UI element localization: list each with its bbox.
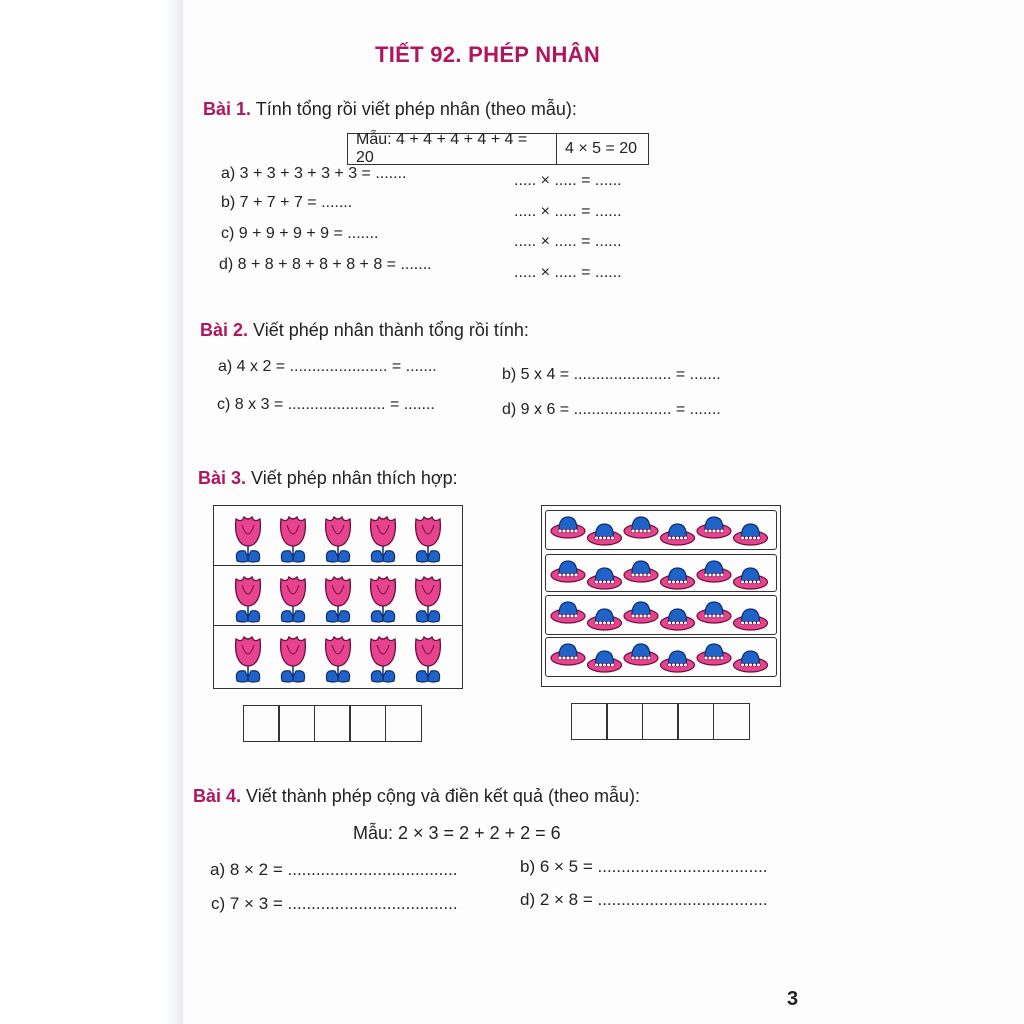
hat-answer-boxes[interactable] — [572, 703, 750, 740]
hat-icon — [624, 517, 658, 538]
bai1-label: Bài 1. — [203, 99, 252, 119]
bai1-row-a-right: ..... × ..... = ...... — [514, 172, 622, 189]
tulip-icon — [416, 517, 441, 562]
tulip-icon — [416, 637, 441, 682]
answer-box[interactable] — [642, 703, 679, 740]
tulip-icon — [236, 517, 261, 562]
bai1-row-c-right: ..... × ..... = ...... — [514, 233, 622, 250]
answer-box[interactable] — [349, 705, 386, 742]
bai4-item-c: c) 7 × 3 = .................................... — [211, 894, 458, 913]
bai1-example-box — [347, 133, 649, 165]
bai2-item-d: d) 9 x 6 = ...................... = ....... — [502, 401, 721, 418]
bai4-text: Viết thành phép cộng và điền kết quả (theo mẫu): — [246, 786, 640, 806]
hat-icon — [661, 568, 695, 589]
hat-picture — [541, 505, 781, 687]
bai4-item-b: b) 6 × 5 = .................................... — [520, 857, 768, 876]
bai4-example: Mẫu: 2 × 3 = 2 + 2 + 2 = 6 — [353, 823, 561, 843]
hat-icon — [661, 609, 695, 630]
bai1-example-right: 4 × 5 = 20 — [565, 140, 638, 157]
bai2-item-b: b) 5 x 4 = ...................... = ....... — [502, 366, 721, 383]
bai1-row-a-left: a) 3 + 3 + 3 + 3 + 3 = ....... — [221, 165, 407, 182]
bai4-item-a: a) 8 × 2 = .................................... — [210, 860, 458, 879]
hat-icon — [551, 644, 585, 665]
tulip-icon — [236, 637, 261, 682]
bai4-heading — [193, 786, 640, 807]
tulip-icon — [281, 517, 306, 562]
hat-icon — [588, 568, 622, 589]
hat-icon — [551, 602, 585, 623]
bai3-label: Bài 3. — [198, 468, 247, 488]
answer-box[interactable] — [314, 705, 351, 742]
answer-box[interactable] — [385, 705, 422, 742]
answer-box[interactable] — [606, 703, 643, 740]
hat-icon — [588, 609, 622, 630]
hat-icon — [661, 524, 695, 545]
answer-box[interactable] — [677, 703, 714, 740]
hat-icon — [734, 609, 768, 630]
tulip-icon — [326, 577, 351, 622]
flower-answer-boxes[interactable] — [244, 705, 422, 742]
bai3-text: Viết phép nhân thích hợp: — [251, 468, 458, 488]
bai3-heading — [198, 468, 458, 489]
tulip-icon — [326, 637, 351, 682]
bai4-label: Bài 4. — [193, 786, 242, 806]
answer-box[interactable] — [243, 705, 280, 742]
tulip-icon — [371, 637, 396, 682]
hat-icon — [697, 517, 731, 538]
bai1-row-b-left: b) 7 + 7 + 7 = ....... — [221, 194, 353, 211]
tulip-icon — [371, 517, 396, 562]
hat-icon — [697, 602, 731, 623]
bai1-row-b-right: ..... × ..... = ...... — [514, 203, 622, 220]
bai1-row-c-left: c) 9 + 9 + 9 + 9 = ....... — [221, 225, 379, 242]
bai1-heading — [203, 99, 577, 120]
bai4-item-d: d) 2 × 8 = .................................... — [520, 890, 768, 909]
hat-icon — [624, 644, 658, 665]
answer-box[interactable] — [713, 703, 750, 740]
answer-box[interactable] — [571, 703, 608, 740]
bai2-item-c: c) 8 x 3 = ...................... = ....... — [217, 396, 435, 413]
hat-icon — [734, 524, 768, 545]
hat-icon — [551, 561, 585, 582]
bai2-label: Bài 2. — [200, 320, 249, 340]
hat-icon — [624, 561, 658, 582]
tulip-icon — [416, 577, 441, 622]
answer-box[interactable] — [278, 705, 315, 742]
bai2-item-a: a) 4 x 2 = ...................... = ....... — [218, 358, 437, 375]
tulip-icon — [371, 577, 396, 622]
hat-icon — [734, 651, 768, 672]
hat-icon — [624, 602, 658, 623]
hat-icon — [697, 644, 731, 665]
tulip-icon — [281, 637, 306, 682]
page-number: 3 — [787, 988, 799, 1010]
hat-icon — [697, 561, 731, 582]
hat-icon — [734, 568, 768, 589]
tulip-icon — [236, 577, 261, 622]
hat-icon — [588, 524, 622, 545]
tulip-icon — [281, 577, 306, 622]
bai2-heading — [200, 320, 529, 341]
bai1-row-d-right: ..... × ..... = ...... — [514, 264, 622, 281]
hat-icon — [661, 651, 695, 672]
bai1-row-d-left: d) 8 + 8 + 8 + 8 + 8 + 8 = ....... — [219, 256, 432, 273]
tulip-icon — [326, 517, 351, 562]
bai2-text: Viết phép nhân thành tổng rồi tính: — [253, 320, 529, 340]
page-title: TIẾT 92. PHÉP NHÂN — [375, 42, 601, 67]
bai1-example-left: Mẫu: 4 + 4 + 4 + 4 + 4 = 20 — [348, 134, 557, 164]
bai1-text: Tính tổng rồi viết phép nhân (theo mẫu): — [255, 99, 577, 119]
hat-icon — [551, 517, 585, 538]
flower-picture — [213, 505, 463, 689]
hat-icon — [588, 651, 622, 672]
